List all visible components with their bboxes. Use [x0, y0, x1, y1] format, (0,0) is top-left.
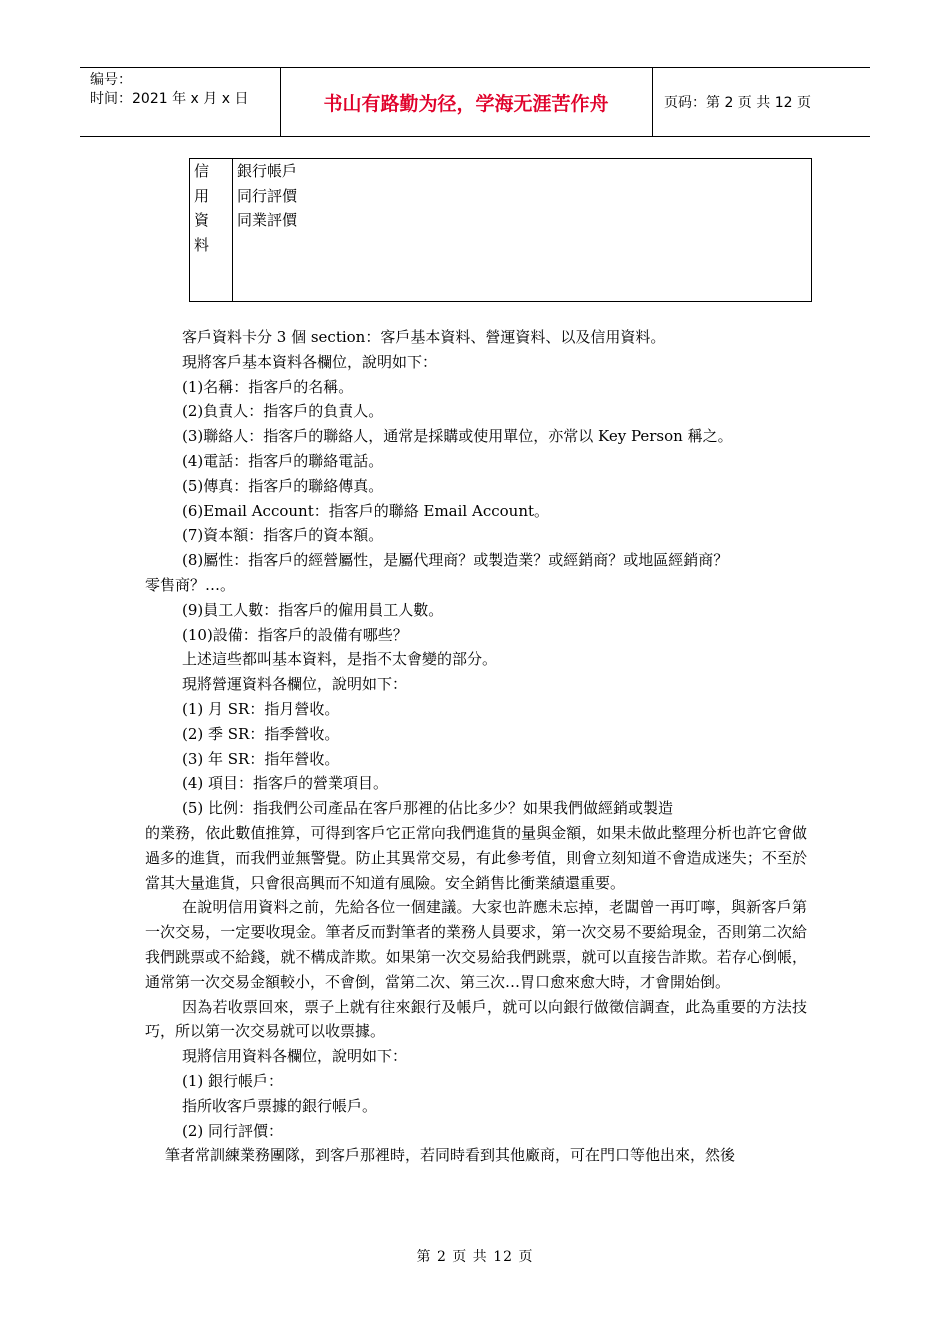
paragraph: 在說明信用資料之前，先給各位一個建議。大家也許應未忘掉，老闆曾一再叮嚀，與新客戶第一次交易，一定要收現金。筆者反而對筆者的業務人員要求，第一次交易不要給現金，否則第二次給我們跳票或不給錢，就不構成詐欺。如果第一次交易給我們跳票，就可以直接告詐欺。若存心倒帳，通常第一次交易金額較小，不會倒，當第二次、第三次…胃口愈來愈大時，才會開始倒。 — [145, 898, 807, 991]
list-item: (6)Email Account：指客戶的聯絡 Email Account。 — [182, 501, 550, 520]
paragraph: 現將客戶基本資料各欄位，說明如下： — [182, 352, 438, 371]
list-item: (4)電話：指客戶的聯絡電話。 — [182, 451, 384, 470]
page-header — [80, 67, 870, 137]
paragraph: 客戶資料卡分 3 個 section：客戶基本資料、營運資料、以及信用資料。 — [182, 328, 666, 346]
list-item: (3) 年 SR：指年營收。 — [182, 749, 340, 768]
list-item: (10)設備：指客戶的設備有哪些？ — [182, 625, 408, 644]
list-item: (7)資本額：指客戶的資本額。 — [182, 526, 384, 545]
list-item-continuation: 零售商？…。 — [145, 575, 236, 594]
credit-label-char: 用 — [194, 186, 210, 205]
credit-item: 同行評價 — [237, 186, 298, 205]
list-item: (9)員工人數：指客戶的僱用員工人數。 — [182, 600, 444, 619]
list-item: (2)負責人：指客戶的負責人。 — [182, 402, 384, 421]
credit-label-char: 資 — [194, 211, 210, 229]
paragraph: 筆者常訓練業務團隊，到客戶那裡時，若同時看到其他廠商，可在門口等他出來，然後 — [165, 1146, 736, 1165]
header-info — [80, 68, 280, 136]
list-item: (4) 項目：指客戶的營業項目。 — [182, 774, 389, 793]
credit-item: 同業評價 — [237, 211, 298, 229]
credit-label-char: 料 — [194, 235, 210, 254]
header-divider — [652, 68, 653, 136]
credit-info-table — [189, 158, 812, 302]
list-item: (2) 季 SR：指季營收。 — [182, 724, 340, 743]
credit-label-cell — [190, 159, 233, 301]
list-item: (8)屬性：指客戶的經營屬性，是屬代理商？或製造業？或經銷商？或地區經銷商？ — [182, 551, 729, 570]
header-motto: 书山有路勤为径，学海无涯苦作舟 — [323, 92, 609, 115]
paragraph: 的業務，依此數值推算，可得到客戶它正常向我們進貨的量與金額，如果未做此整理分析也許它會做過多的進貨，而我們並無警覺。防止其異常交易，有此參考值，則會立刻知道不會造成迷失；不至於當其大量進貨，只會很高興而不知道有風險。安全銷售比衝業績還重要。 — [145, 823, 807, 892]
number-label: 编号： — [90, 72, 132, 88]
list-item: (3)聯絡人：指客戶的聯絡人，通常是採購或使用單位，亦常以 Key Person 稱之。 — [182, 427, 733, 446]
header-page-label: 页码：第 2 页 共 12 页 — [664, 95, 811, 111]
paragraph: 現將信用資料各欄位，說明如下： — [182, 1047, 408, 1066]
list-item: (5) 比例：指我們公司產品在客戶那裡的佔比多少？如果我們做經銷或製造 — [182, 799, 674, 818]
list-item: (1)名稱：指客戶的名稱。 — [182, 377, 354, 396]
list-item: (2) 同行評價： — [182, 1121, 284, 1140]
paragraph: 上述這些都叫基本資料，是指不太會變的部分。 — [182, 650, 498, 669]
time-label: 时间：2021 年 x 月 x 日 — [90, 91, 249, 107]
body-text — [145, 325, 807, 1168]
credit-label-char: 信 — [194, 162, 210, 180]
credit-item: 銀行帳戶 — [237, 162, 298, 180]
list-item: (1) 月 SR：指月營收。 — [182, 699, 340, 718]
list-item: (5)傳真：指客戶的聯絡傳真。 — [182, 476, 384, 495]
page-footer: 第 2 页 共 12 页 — [416, 1249, 534, 1265]
paragraph: 現將營運資料各欄位，說明如下： — [182, 675, 408, 694]
paragraph: 因為若收票回來，票子上就有往來銀行及帳戶，就可以向銀行做徵信調查，此為重要的方法技巧，所以第一次交易就可以收票據。 — [145, 997, 807, 1041]
paragraph: 指所收客戶票據的銀行帳戶。 — [182, 1096, 378, 1115]
list-item: (1) 銀行帳戶： — [182, 1071, 284, 1090]
credit-items-cell — [237, 159, 297, 233]
